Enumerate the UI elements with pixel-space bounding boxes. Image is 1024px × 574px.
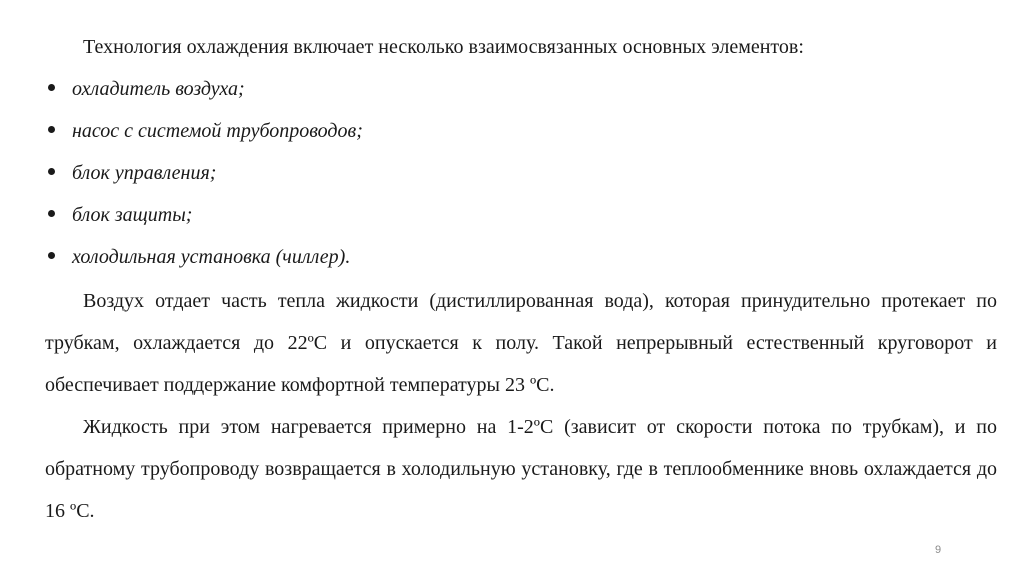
paragraph-air-heat-transfer: Воздух отдает часть тепла жидкости (дистиллированная вода), которая принудительно протекает по трубкам, охлаждается до 22ºС и опускается к полу. Такой непрерывный естественный круговорот и обеспечивает поддержание комфортной температуры 23 ºС. xyxy=(45,290,997,396)
paragraph-liquid-heating: Жидкость при этом нагревается примерно на 1-2ºС (зависит от скорости потока по трубкам), и по обратному трубопроводу возвращается в холодильную установку, где в теплообменнике вновь охлаждается до 16 ºС. xyxy=(45,416,997,522)
list-item-text: блок защиты; xyxy=(72,204,193,226)
intro-text: Технология охлаждения включает несколько взаимосвязанных основных элементов: xyxy=(83,36,804,58)
element-list xyxy=(0,76,1024,286)
bullet-icon xyxy=(48,252,55,259)
bullet-icon xyxy=(48,126,55,133)
list-item-text: охладитель воздуха; xyxy=(72,78,245,100)
list-item xyxy=(0,118,1024,160)
list-item xyxy=(0,202,1024,244)
bullet-icon xyxy=(48,210,55,217)
list-item xyxy=(0,160,1024,202)
bullet-icon xyxy=(48,84,55,91)
list-item-text: блок управления; xyxy=(72,162,217,184)
page-number: 9 xyxy=(935,544,942,556)
bullet-icon xyxy=(48,168,55,175)
list-item-text: насос с системой трубопроводов; xyxy=(72,120,363,142)
list-item xyxy=(0,76,1024,118)
list-item-text: холодильная установка (чиллер). xyxy=(72,246,351,268)
